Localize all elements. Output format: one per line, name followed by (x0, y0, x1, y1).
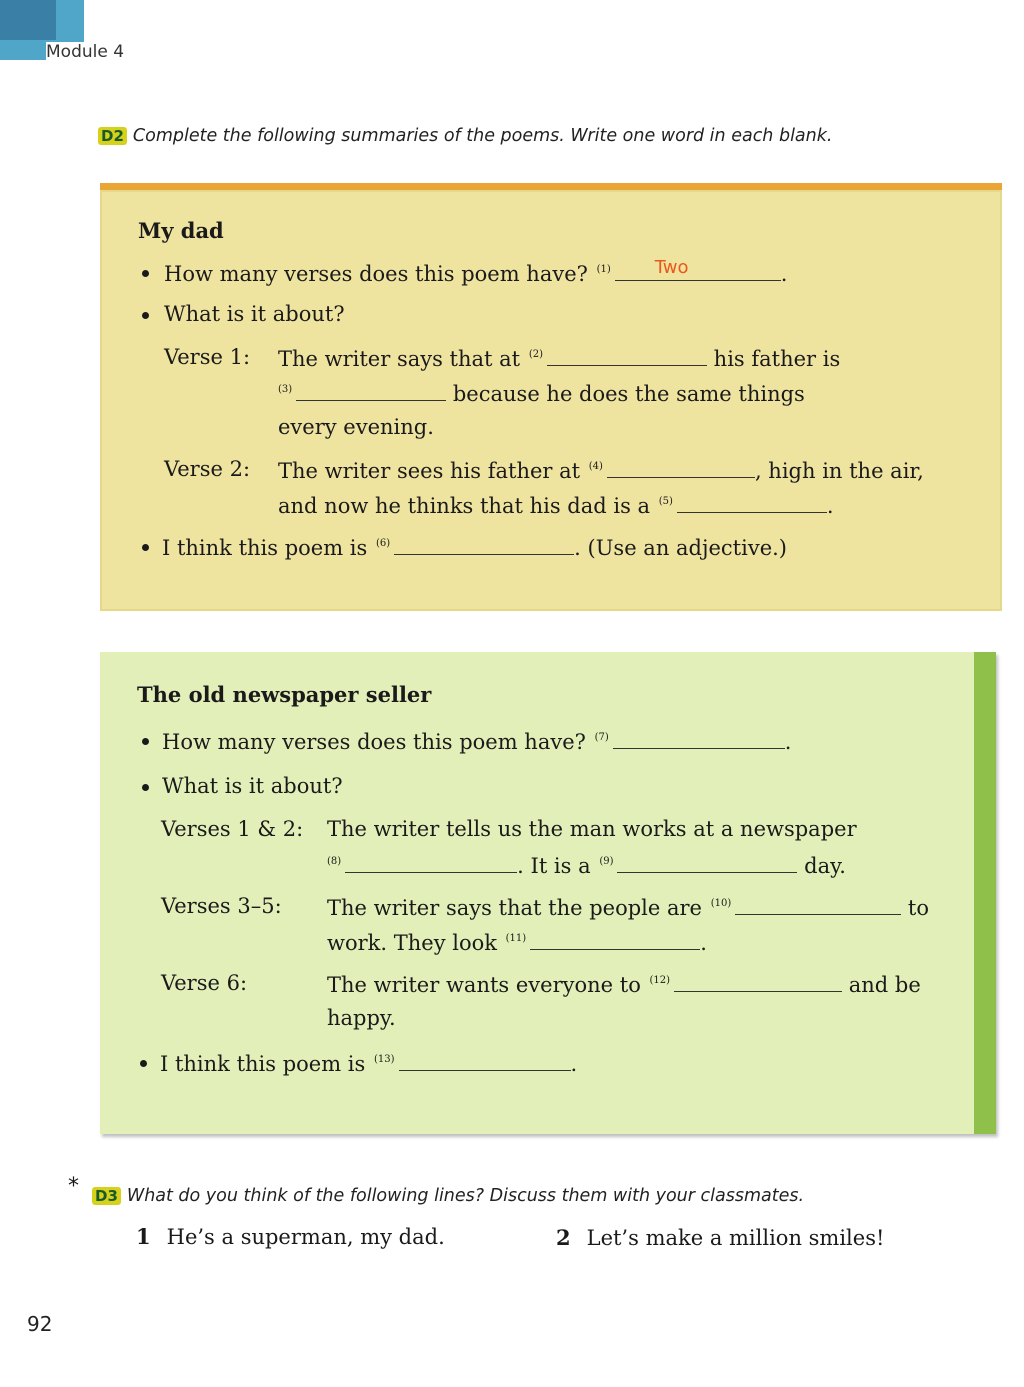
poem-title: My dad (138, 218, 224, 243)
verse-text: and be (848, 973, 921, 997)
blank-number: (9) (599, 856, 614, 867)
blank-number: (11) (505, 933, 527, 944)
verse-text: day. (804, 854, 846, 878)
d2-tag: D2 (98, 127, 127, 145)
verse-text: to (907, 896, 929, 920)
verse1-label: Verse 1: (164, 345, 251, 369)
verse-6-label: Verse 6: (161, 971, 248, 995)
verse-6-line1 (327, 971, 921, 997)
punctuation: . (780, 262, 788, 286)
verse-text: The writer wants everyone to (327, 973, 641, 997)
module-label: Module 4 (46, 42, 128, 62)
question-text: I think this poem is (162, 536, 368, 560)
d3-instruction: What do you think of the following lines? Discuss them with your classmates. (126, 1186, 805, 1206)
verse-text: The writer sees his father at (278, 459, 581, 483)
answer-blank-3[interactable] (296, 380, 446, 401)
verse-text: work. They look (327, 931, 497, 955)
discussion-line-1 (136, 1224, 445, 1249)
d2-instruction: Complete the following summaries of the poems. Write one word in each blank. (132, 126, 833, 146)
blank-number: (8) (327, 856, 342, 867)
item-text: Let’s make a million smiles! (586, 1226, 885, 1250)
verse1-line1 (278, 345, 840, 371)
blank-number: (7) (594, 732, 609, 743)
bullet-icon (142, 312, 149, 319)
verse1-line2 (278, 380, 805, 406)
star-icon: * (68, 1174, 79, 1199)
verse-text: and now he thinks that his dad is a (278, 494, 651, 518)
answer-blank-1[interactable] (615, 257, 781, 281)
item-number: 2 (556, 1225, 571, 1250)
question-opinion (160, 1050, 577, 1076)
verse-text: because he does the same things (452, 382, 805, 406)
discussion-line-2 (556, 1225, 884, 1250)
blank-number: (3) (278, 384, 293, 395)
d2-heading (98, 126, 832, 146)
verse1-line3: every evening. (278, 415, 434, 439)
corner-color-block-dark (0, 0, 56, 40)
question-text: . (Use an adjective.) (574, 536, 787, 560)
bullet-icon (142, 738, 149, 745)
question-text: I think this poem is (160, 1052, 366, 1076)
bullet-icon (140, 1060, 147, 1067)
poem-summary-box-newspaper-seller (100, 652, 996, 1134)
answer-blank-10[interactable] (735, 894, 901, 915)
blank-number: (5) (658, 496, 673, 507)
poem-title: The old newspaper seller (137, 682, 432, 707)
item-number: 1 (136, 1224, 151, 1249)
answer-blank-8[interactable] (345, 852, 517, 873)
verses-1-2-line2 (327, 852, 846, 878)
punctuation: . (700, 931, 707, 955)
question-text: How many verses does this poem have? (164, 262, 588, 286)
blank-number: (13) (374, 1054, 395, 1065)
verse-text: , high in the air, (754, 459, 924, 483)
bullet-icon (142, 270, 149, 277)
verse2-label: Verse 2: (164, 457, 251, 481)
answer-blank-5[interactable] (677, 492, 827, 513)
answer-blank-12[interactable] (674, 971, 842, 992)
poem-summary-box-my-dad (100, 183, 1002, 611)
verses-1-2-line1: The writer tells us the man works at a newspaper (327, 817, 857, 841)
blank-number: (12) (649, 975, 671, 986)
question-verse-count (164, 257, 788, 286)
verse-text: The writer says that the people are (327, 896, 702, 920)
blank-number: (6) (376, 538, 391, 549)
page-number: 92 (27, 1312, 53, 1336)
blank-number: (1) (596, 264, 611, 275)
filled-answer: Two (654, 257, 689, 278)
verse2-line1 (278, 457, 924, 483)
punctuation: . (570, 1052, 578, 1076)
answer-blank-2[interactable] (547, 345, 707, 366)
verse-text: The writer says that at (278, 347, 521, 371)
verses-1-2-label: Verses 1 & 2: (161, 817, 304, 841)
verses-3-5-line2 (327, 929, 707, 955)
blank-number: (10) (710, 898, 732, 909)
blank-number: (2) (528, 349, 543, 360)
verse-text: . It is a (517, 854, 591, 878)
question-verse-count (162, 728, 791, 754)
punctuation: . (826, 494, 834, 518)
blank-number: (4) (588, 461, 603, 472)
verse2-line2 (278, 492, 834, 518)
question-opinion (162, 534, 787, 560)
verse-6-line2: happy. (327, 1006, 396, 1030)
verse-text: his father is (713, 347, 841, 371)
question-about: What is it about? (162, 774, 343, 798)
answer-blank-13[interactable] (399, 1050, 571, 1071)
answer-blank-4[interactable] (607, 457, 755, 478)
verses-3-5-line1 (327, 894, 929, 920)
answer-blank-11[interactable] (530, 929, 700, 950)
question-text: How many verses does this poem have? (162, 730, 586, 754)
d3-heading (92, 1186, 804, 1206)
bullet-icon (142, 784, 149, 791)
d3-tag: D3 (92, 1187, 121, 1205)
answer-blank-6[interactable] (394, 534, 574, 555)
answer-blank-7[interactable] (613, 728, 785, 749)
answer-blank-9[interactable] (617, 852, 797, 873)
verses-3-5-label: Verses 3–5: (161, 894, 282, 918)
item-text: He’s a superman, my dad. (166, 1225, 445, 1249)
punctuation: . (784, 730, 792, 754)
question-about: What is it about? (164, 302, 345, 326)
bullet-icon (142, 544, 149, 551)
